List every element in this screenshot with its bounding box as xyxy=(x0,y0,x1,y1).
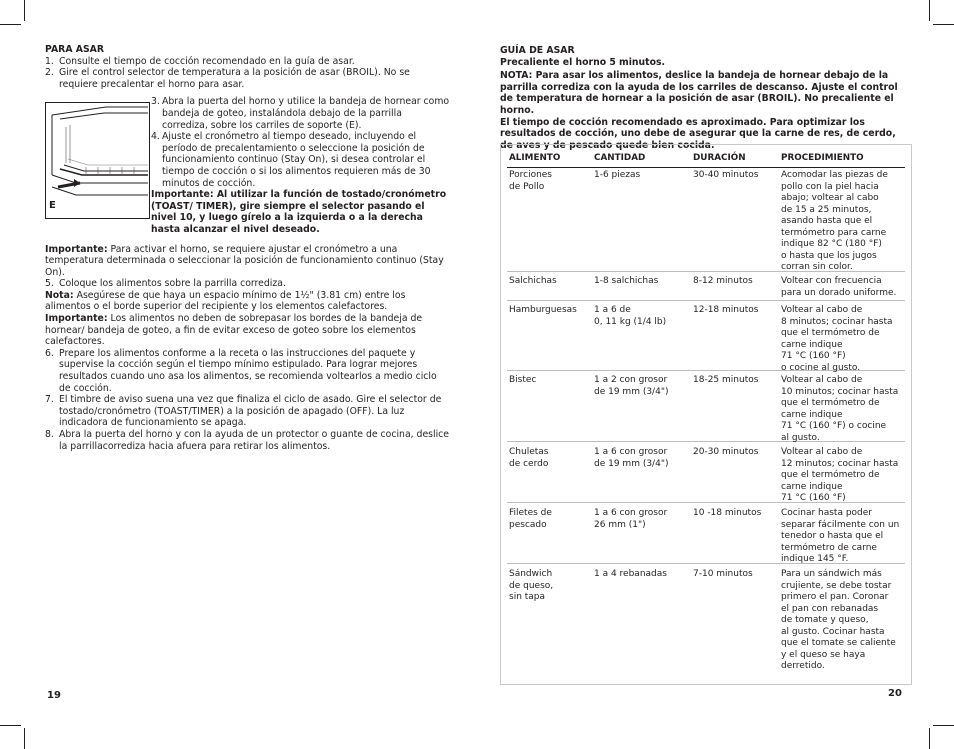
step-8: 8. Abra la puerta del horno y con la ayuda de un protector o guante de cocina, deslice la parrillacorrediza hacia afuera para retirar los alimentos. xyxy=(45,429,450,452)
right-page xyxy=(500,45,910,151)
figure-side-text xyxy=(151,96,450,235)
cell-duracion: 8-12 minutos xyxy=(693,276,753,286)
cell-cantidad: 1 a 6 con grosor de 19 mm (3/4") xyxy=(594,447,669,469)
cell-procedimiento: Para un sándwich más crujiente, se debe tostar primero el pan. Coronar el pan con rebanadas de tomate y queso, al gusto. Cocinar hasta que el tomate se caliente y el queso se haya derretido. xyxy=(781,569,896,671)
cell-alimento: Sándwich de queso, sin tapa xyxy=(509,569,554,602)
cell-cantidad: 1 a 6 con grosor 26 mm (1") xyxy=(594,508,668,530)
cell-alimento: Filetes de pescado xyxy=(509,508,552,530)
cell-alimento: Porciones de Pollo xyxy=(509,170,553,192)
important-note-3: Importante: Los alimentos no deben de sobrepasar los bordes de la bandeja de hornear/ bandeja de goteo, a fin de evitar exceso de goteo sobre los elementos calefactores. xyxy=(45,313,423,348)
crop-mark xyxy=(0,725,21,726)
cell-duracion: 18-25 minutos xyxy=(693,375,759,385)
preheat-text: Precaliente el horno 5 minutos. xyxy=(500,56,666,68)
step-2: 2. Gire el control selector de temperatura a la posición de asar (BROIL). No se requiere precalentar el horno para asar. xyxy=(45,67,410,90)
oven-drawing-icon xyxy=(46,103,149,218)
figure-label: E xyxy=(49,200,56,212)
cell-duracion: 12-18 minutos xyxy=(693,305,759,315)
step-3: 3. Abra la puerta del horno y utilice la bandeja de hornear como bandeja de goteo, instalándola debajo de la parrilla corrediza, sobre los carriles de soporte (E). xyxy=(151,96,450,131)
cell-procedimiento: Voltear al cabo de 10 minutos; cocinar hasta que el termómetro de carne indique 71 °C (160 °F) o cocine al gusto. xyxy=(781,375,899,443)
header-duracion: DURACIÓN xyxy=(693,153,746,163)
cell-procedimiento: Voltear con frecuencia para un dorado uniforme. xyxy=(781,276,897,298)
cell-cantidad: 1 a 2 con grosor de 19 mm (3/4") xyxy=(594,375,669,397)
cell-cantidad: 1 a 6 de 0, 11 kg (1/4 lb) xyxy=(594,305,667,327)
important-note-2: Importante: Para activar el horno, se requiere ajustar el cronómetro a una temperatura determinada o seleccionar la posición de funcionamiento continuo (Stay On). xyxy=(45,243,444,278)
header-cantidad: CANTIDAD xyxy=(594,153,646,163)
crop-mark xyxy=(933,24,954,25)
step-6: 6. Prepare los alimentos conforme a la receta o las instrucciones del paquete y supervise la cocción según el tiempo mínimo estipulado. Para lograr mejores resultados cuando uno asa los alimentos, se recomienda voltearlos a medio ciclo de cocción. xyxy=(45,347,437,394)
section-heading: PARA ASAR xyxy=(45,44,104,55)
crop-mark xyxy=(929,728,930,749)
cell-procedimiento: Voltear al cabo de 12 minutos; cocinar hasta que el termómetro de carne indique 71 °C (160 °F) xyxy=(781,447,899,503)
left-page xyxy=(45,44,450,452)
oven-illustration xyxy=(45,102,150,219)
cell-procedimiento: Acomodar las piezas de pollo con la piel hacia abajo; voltear al cabo de 15 a 25 minutos, asando hasta que el termómetro para carne indique 82 °C (180 °F) o hasta que los jugos corran sin color. xyxy=(781,170,888,272)
step-1: 1. Consulte el tiempo de cocción recomendado en la guía de asar. xyxy=(45,55,355,67)
cell-alimento: Salchichas xyxy=(509,276,557,286)
guide-note: NOTA: Para asar los alimentos, deslice la bandeja de hornear debajo de la parrilla corrediza con la ayuda de los carriles de descanso. Ajuste el control de temperatura de hornear a la posición de asar (BROIL). No precaliente el horno. xyxy=(500,70,898,116)
cell-alimento: Chuletas de cerdo xyxy=(509,447,549,469)
cell-cantidad: 1 a 4 rebanadas xyxy=(594,569,667,579)
crop-mark xyxy=(933,725,954,726)
cell-procedimiento: Cocinar hasta poder separar fácilmente con un tenedor o hasta que el termómetro de carne indique 145 °F. xyxy=(781,508,900,564)
row-divider xyxy=(507,300,905,301)
step-7: 7. El timbre de aviso suena una vez que finaliza el ciclo de asado. Gire el selector de tostado/cronómetro (TOAST/TIMER) a la posición de apagado (OFF). La luz indicadora de funcionamiento se apaga. xyxy=(45,394,442,429)
cell-alimento: Hamburguesas xyxy=(509,305,577,315)
crop-mark xyxy=(0,24,21,25)
cell-alimento: Bistec xyxy=(509,375,537,385)
page-number-right: 20 xyxy=(888,688,902,699)
page-number-left: 19 xyxy=(47,690,61,701)
cell-procedimiento: Voltear al cabo de 8 minutos; cocinar hasta que el termómetro de carne indique 71 °C (160 °F) o cocine al gusto. xyxy=(781,305,893,373)
guide-note-2: El tiempo de cocción recomendado es aproximado. Para optimizar los resultados de cocción, uno debe de asegurar que la carne de res, de cerdo, de aves y de pescado quede bien cocida. xyxy=(500,116,896,151)
header-alimento: ALIMENTO xyxy=(509,153,561,163)
header-divider xyxy=(507,167,905,168)
note-spacing: Nota: Asegúrese de que haya un espacio mínimo de 1½" (3.81 cm) entre los alimentos o el borde superior del recipiente y los elementos calefactores. xyxy=(45,289,406,313)
cell-cantidad: 1-6 piezas xyxy=(594,170,641,180)
step-4: 4. Ajuste el cronómetro al tiempo deseado, incluyendo el período de precalentamiento o seleccione la posición de funcionamiento continuo (Stay On), si desea controlar el tiempo de cocción o si los alimentos requieren más de 30 minutos de cocción. xyxy=(151,131,431,189)
guide-heading: GUÍA DE ASAR xyxy=(500,45,575,56)
crop-mark xyxy=(24,0,25,21)
cell-duracion: 10 -18 minutos xyxy=(693,508,762,518)
important-note-1: Importante: Al utilizar la función de tostado/cronómetro (TOAST/ TIMER), gire siempre el selector pasando el nivel 10, y luego gírelo a la izquierda o a la derecha hasta alcanzar el nivel deseado. xyxy=(151,189,447,235)
cell-duracion: 20-30 minutos xyxy=(693,447,759,457)
crop-mark xyxy=(929,0,930,21)
header-procedimiento: PROCEDIMIENTO xyxy=(781,153,864,163)
broil-guide-table xyxy=(500,144,912,685)
crop-mark xyxy=(24,728,25,749)
step-5: 5. Coloque los alimentos sobre la parrilla corrediza. xyxy=(45,278,286,290)
cell-duracion: 7-10 minutos xyxy=(693,569,753,579)
cell-duracion: 30-40 minutos xyxy=(693,170,759,180)
cell-cantidad: 1-8 salchichas xyxy=(594,276,659,286)
